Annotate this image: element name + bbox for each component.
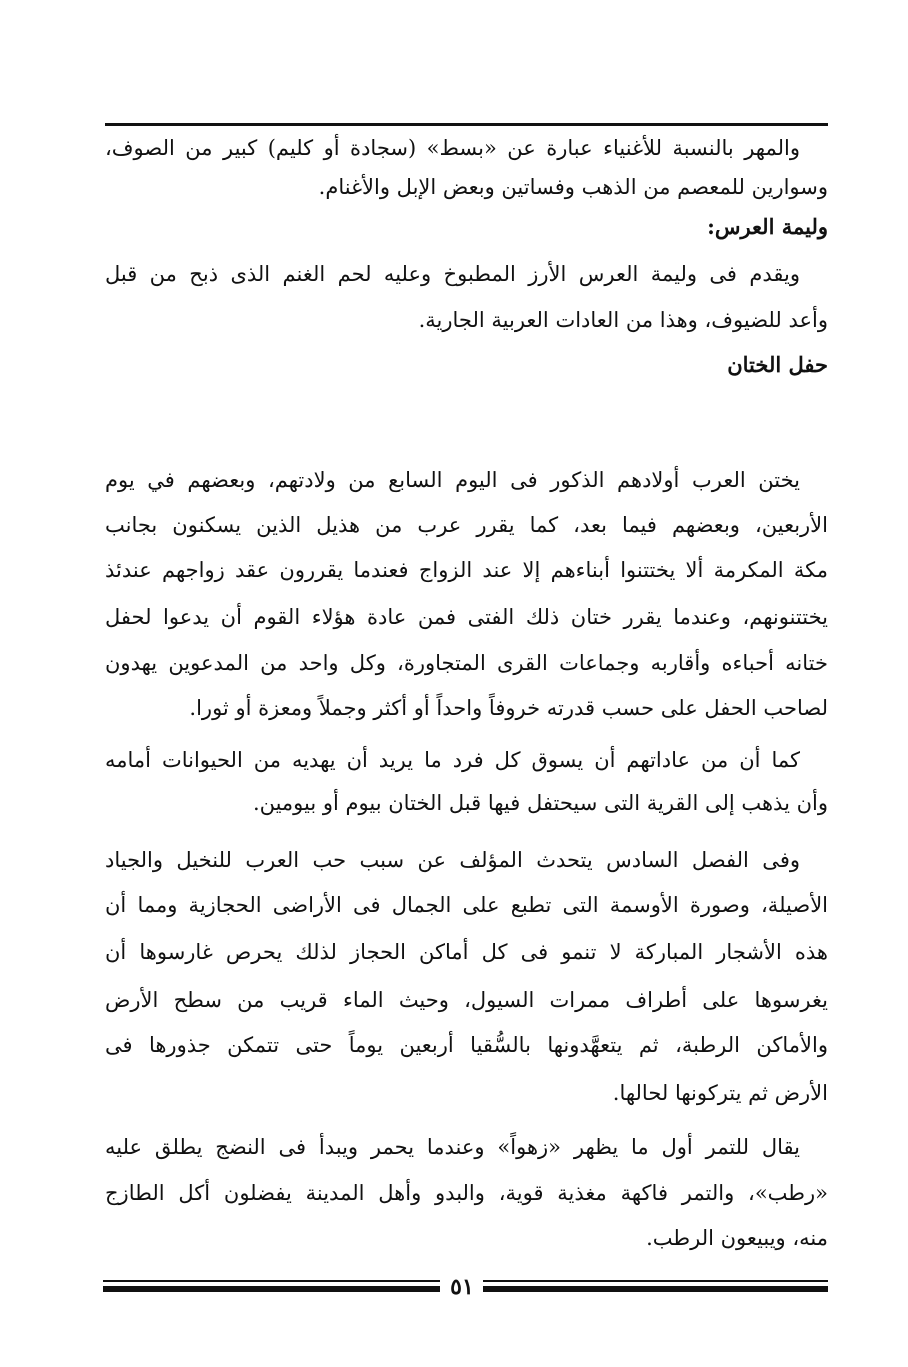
header-rule	[105, 123, 828, 126]
text-line: كما أن من عاداتهم أن يسوق كل فرد ما يريد أن يهديه من الحيوانات أمامه	[105, 748, 800, 772]
text-line: «رطب»، والتمر فاكهة مغذية قوية، والبدو وأهل المدينة يفضلون أكل الطازج	[105, 1181, 828, 1205]
footer-rule-left	[103, 1280, 440, 1292]
text-line: مكة المكرمة ألا يختتنوا أبناءهم إلا عند الزواج فعندما يقررون عقد زواجهم عندئذ	[105, 558, 828, 582]
text-line: الأرض ثم يتركونها لحالها.	[612, 1081, 828, 1105]
text-line: والمهر بالنسبة للأغنياء عبارة عن «بسط» (سجادة أو كليم) كبير من الصوف،	[105, 136, 800, 160]
section-heading-wedding-feast: وليمة العرس:	[707, 214, 828, 239]
text-line: الأصيلة، وصورة الأوسمة التى تطبع على الجمال فى الأراضى الحجازية ومما أن	[105, 893, 828, 917]
text-line: وأعد للضيوف، وهذا من العادات العربية الجارية.	[418, 308, 828, 332]
text-line: منه، ويبيعون الرطب.	[646, 1226, 828, 1250]
text-line: يغرسوها على أطراف ممرات السيول، وحيث الماء قريب من سطح الأرض	[105, 988, 828, 1012]
page-number: ٥١	[450, 1274, 474, 1300]
text-line: والأماكن الرطبة، ثم يتعهَّدونها بالسُّقيا أربعين يوماً حتى تتمكن جذورها فى	[105, 1033, 828, 1057]
text-line: وأن يذهب إلى القرية التى سيحتفل فيها قبل الختان بيوم أو بيومين.	[252, 791, 828, 815]
text-line: وسوارين للمعصم من الذهب وفساتين وبعض الإبل والأغنام.	[318, 175, 828, 199]
text-line: يختن العرب أولادهم الذكور فى اليوم السابع من ولادتهم، وبعضهم في يوم	[105, 468, 800, 492]
text-line: وفى الفصل السادس يتحدث المؤلف عن سبب حب العرب للنخيل والجياد	[105, 848, 800, 872]
text-line: هذه الأشجار المباركة لا تنمو فى كل أماكن الحجاز لذلك يحرص غارسوها أن	[105, 940, 828, 964]
text-line: لصاحب الحفل على حسب قدرته خروفاً واحداً أو أكثر وجملاً ومعزة أو ثورا.	[189, 696, 828, 720]
text-line: يختتنونهم، وعندما يقرر ختان ذلك الفتى فمن عادة هؤلاء القوم أن يدعوا لحفل	[105, 605, 828, 629]
footer-rule-right	[483, 1280, 828, 1292]
text-line: يقال للتمر أول ما يظهر «زهواً» وعندما يحمر ويبدأ فى النضج يطلق عليه	[105, 1135, 800, 1159]
text-line: ويقدم فى وليمة العرس الأرز المطبوخ وعليه لحم الغنم الذى ذبح من قبل	[105, 262, 800, 286]
section-heading-circumcision: حفل الختان	[727, 352, 828, 377]
text-line: ختانه أحباءه وأقاربه وجماعات القرى المتجاورة، وكل واحد من المدعوين يهدون	[105, 651, 828, 675]
text-line: الأربعين، وبعضهم فيما بعد، كما يقرر عرب من هذيل الذين يسكنون بجانب	[105, 513, 828, 537]
